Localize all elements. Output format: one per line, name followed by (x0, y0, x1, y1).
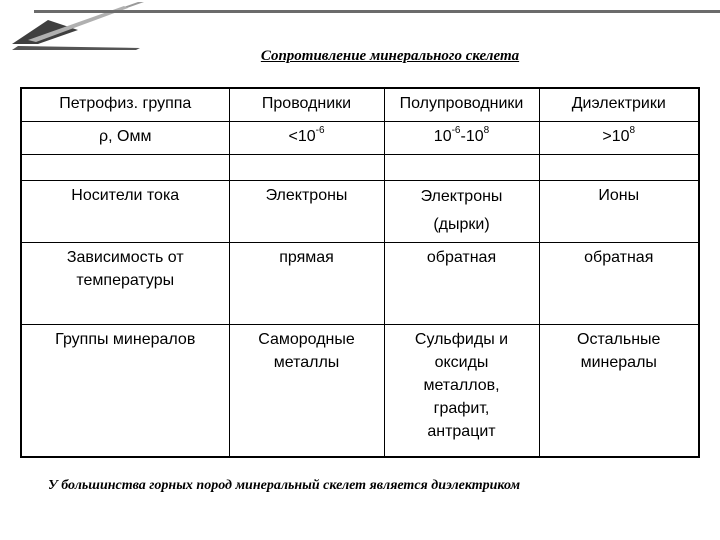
minerals-conductors-line: Самородные (258, 330, 355, 348)
resistivity-label: ρ, Омм (21, 121, 229, 154)
temperature-label (21, 242, 229, 324)
carriers-semi-line2: (дырки) (433, 215, 490, 233)
top-rule (34, 10, 720, 13)
header-dielectrics: Диэлектрики (539, 88, 699, 121)
minerals-semi-line: Сульфиды и (414, 330, 509, 348)
carriers-conductors: Электроны (229, 180, 384, 242)
resistivity-dielectrics-exp: 8 (629, 125, 636, 137)
minerals-semi-line: металлов, (423, 376, 500, 394)
resistivity-conductors (229, 121, 384, 154)
resistivity-semi-exp2: 8 (483, 125, 490, 137)
header-conductors: Проводники (229, 88, 384, 121)
carriers-semiconductors (384, 180, 539, 242)
spacer-cell (539, 154, 699, 180)
spacer-cell (21, 154, 229, 180)
footer-note: У большинства горных пород минеральный скелет является диэлектриком (48, 478, 521, 493)
minerals-semi-line: графит, (433, 399, 490, 417)
table-row-carriers (21, 180, 699, 242)
resistivity-dielectrics-base: >10 (602, 127, 630, 145)
minerals-semiconductors (384, 324, 539, 457)
resistivity-dielectrics (539, 121, 699, 154)
table-row-minerals (21, 324, 699, 457)
resistivity-semi-exp1: -6 (451, 125, 461, 137)
minerals-label: Группы минералов (21, 324, 229, 457)
table-row-temperature (21, 242, 699, 324)
table-row-spacer (21, 154, 699, 180)
minerals-dielectrics (539, 324, 699, 457)
resistivity-semiconductors (384, 121, 539, 154)
carriers-dielectrics: Ионы (539, 180, 699, 242)
minerals-conductors (229, 324, 384, 457)
temperature-conductors: прямая (229, 242, 384, 324)
header-group: Петрофиз. группа (21, 88, 229, 121)
resistivity-conductors-exp: -6 (315, 125, 325, 137)
spacer-cell (229, 154, 384, 180)
minerals-semi-line: антрацит (427, 422, 496, 440)
table-row-resistivity (21, 121, 699, 154)
temperature-label-line2: температуры (76, 271, 175, 289)
resistivity-semi-base2: 10 (465, 127, 484, 145)
resistivity-conductors-base: <10 (288, 127, 316, 145)
header-semiconductors: Полупроводники (384, 88, 539, 121)
resistivity-semi-base1: 10 (433, 127, 452, 145)
carriers-semi-line1: Электроны (420, 187, 503, 205)
carriers-label: Носители тока (21, 180, 229, 242)
logo-arrow-icon (8, 0, 148, 52)
resistivity-semi-sep: - (460, 127, 466, 145)
table-row-header (21, 88, 699, 121)
page-title: Сопротивление минерального скелета (260, 48, 520, 64)
temperature-dielectrics: обратная (539, 242, 699, 324)
spacer-cell (384, 154, 539, 180)
minerals-conductors-line: металлы (273, 353, 340, 371)
temperature-label-line1: Зависимость от (66, 248, 184, 266)
minerals-dielectrics-line: минералы (580, 353, 657, 371)
resistivity-table (20, 87, 700, 458)
temperature-semiconductors: обратная (384, 242, 539, 324)
minerals-dielectrics-line: Остальные (577, 330, 661, 348)
minerals-semi-line: оксиды (434, 353, 489, 371)
